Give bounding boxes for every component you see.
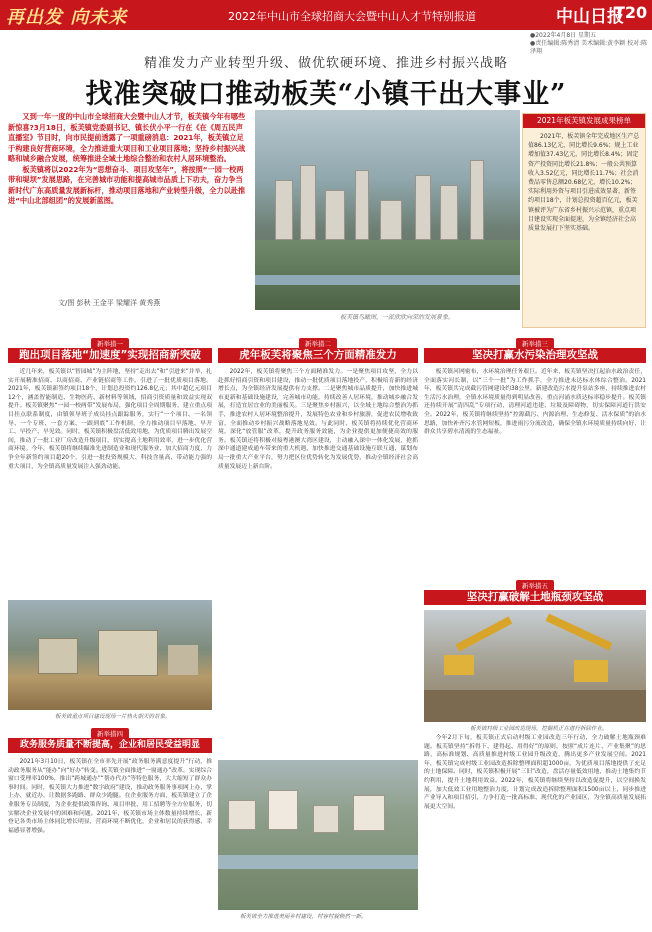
section-title: 坚决打赢破解土地瓶颈攻坚战 — [424, 590, 646, 605]
section-title: 虎年板芙将聚焦三个方面精准发力 — [218, 348, 418, 363]
section-tag: 新举措二 — [299, 338, 337, 349]
section-header — [8, 728, 212, 754]
section-body: 今年2月下旬，板芙镇正式启动村级工业园改造三年行动，全力破解土地瓶颈难题。板芙镇坚持“拆得下、建得起、用得好”的原则，按照“成片连片、产业集聚”的思路，高标准规划、高质量推进村级工业园升级改造，腾出更多产业发展空间。2021年，板芙镇完成村级工业园改造拆除整理面积超1000亩，为优质项目落地提供了充足的土地保障。同时，板芙镇积极开展“三旧”改造，盘活存量低效用地，推动土地集约节约利用，提升土地利用效益。2022年，板芙镇将继续坚持以改造促提升，以空间换发展，加大低效工业用地整治力度，计划完成改造拆除整理面积1500亩以上，同步推进产业导入和项目招引，力争打造一批高标准、现代化的产业园区，为全镇高质量发展拓展更大空间。 — [424, 735, 646, 810]
section-title: 跑出项目落地“加速度”实现招商新突破 — [8, 348, 212, 363]
photo-caption: 板芙镇全力推进美丽乡村建设，村容村貌焕然一新。 — [240, 914, 367, 920]
section-body: 板芙镇河网密布，水环境治理任务艰巨。近年来，板芙镇坚决扛起治水政治责任，全面落实河长制，以“三个一批”为工作抓手，全力推进未达标水体综合整治。2021年，板芙镇共完成截污管网建设约38公里，新建改造污水提升泵站多座，持续推进农村生活污水治理，全镇水环境质量得到明显改善，重点河涌水质达标率稳步提升。板芙镇还持续开展“清四乱”专项行动，清理河道违建、垃圾及障碍物，切实保障河道行洪安全。2022年，板芙镇将继续坚持“控源截污、内源治理、生态修复、活水保质”的治水思路，加快补齐污水管网短板，推进雨污分流改造，确保全镇水环境质量持续向好，让群众共享碧水清流的生态福祉。 — [424, 369, 646, 436]
results-sidebar — [522, 113, 646, 328]
hero-caption: 板芙镇鸟瞰图，一派欣欣向荣的发展景象。 — [340, 314, 455, 321]
paper-logo: 中山日报 — [556, 7, 624, 27]
editor-credits: ●责任编辑:陈秀清 美术编辑:黄李颖 校对:陈泽翔 — [530, 40, 648, 55]
section-tag: 新举措一 — [91, 338, 129, 349]
section-photo — [424, 610, 646, 722]
page-number: T20 — [614, 3, 648, 22]
article-title: 找准突破口推动板芙“小镇干出大事业” — [85, 79, 567, 110]
section-body: 2022年，板芙镇将聚焦三个方面精准发力。一是聚焦项目攻坚，全力以赴抓好招商引资和项目建设，推动一批优质项目落地投产，积极培育新的经济增长点，为全镇经济发展提供有力支撑。二是聚焦城市品质提升，加快推进城市更新和基础设施建设，完善城市功能，持续改善人居环境，推动城乡融合发展，打造宜居宜业的美丽板芙。三是聚焦乡村振兴，以全域土地综合整治为抓手，推进农村人居环境整治提升，发展特色农业和乡村旅游，促进农民增收致富，全面推动乡村振兴战略落地见效。与此同时，板芙镇将持续优化营商环境，深化“放管服”改革，提升政务服务效能，为企业提供更加便捷高效的服务。板芙镇还将积极对接粤港澳大湾区建设，主动融入深中一体化发展，抢抓深中通道建成通车带来的重大机遇，加快推进交通基础设施互联互通，谋划布局一批重大产业平台，努力把区位优势转化为发展优势，推动全镇经济社会高质量发展迈上新台阶。 — [218, 369, 418, 470]
sidebar-title: 2021年板芙镇发展成果榜单 — [523, 114, 645, 128]
section-header — [218, 338, 418, 364]
section-tag: 新举措四 — [91, 728, 129, 739]
article-kicker: 精准发力产业转型升级、做优软硬环境、推进乡村振兴战略 — [143, 56, 508, 71]
masthead-banner — [0, 0, 652, 30]
section-photo — [218, 760, 418, 910]
section-tag: 新举措五 — [516, 580, 554, 591]
section-header — [424, 338, 646, 364]
section-photo — [8, 600, 212, 710]
photo-caption: 板芙镇村级工业园改造现场，挖掘机正在进行拆除作业。 — [470, 726, 608, 732]
banner-headline: 2022年中山市全球招商大会暨中山人才节特别报道 — [228, 10, 476, 23]
byline: 文/图 彭秋 王金平 梁耀洋 黄秀燕 — [58, 299, 161, 307]
banner-slogan: 再出发 向未来 — [6, 7, 128, 28]
lead-paragraph: 又到一年一度的中山市全球招商大会暨中山人才节，板芙镇今年有哪些新惊喜?3月18日，板芙镇党委副书记、镇长伏小平一行在《在《周五民声直播室》节目时，向市民提前透露了一项重磅消息：2021年，板芙镇立足于构建良好营商环境，全力推进重大项目和工业项目落地；坚持乡村振兴战略和城乡融合发展，统筹推进全域土地综合整治和农村人居环境整治。 — [8, 112, 246, 163]
section-tag: 新举措三 — [516, 338, 554, 349]
section-header — [424, 580, 646, 606]
section-body: 2021年3月10日，板芙镇在全市率先开展“政务服务满意度提升”行动，推动政务服务从“能办”向“好办”转变。板芙镇全面推进“一窗通办”改革，实现综合窗口受理率100%，推出“跨城通办”“帮办代办”等特色服务，大大缩短了群众办事时间。同时，板芙镇大力推进“数字政府”建设，推动政务服务事项网上办、掌上办、就近办，让数据多跑路、群众少跑腿。在企业服务方面，板芙镇建立了企业服务专员制度，为企业提供政策咨询、项目审批、用工招聘等全方位服务，切实解决企业发展中的困难和问题。2021年，板芙镇市场主体数量持续增长，新登记各类市场主体同比增长明显，营商环境不断优化，企业和居民的获得感、幸福感显著增强。 — [8, 759, 212, 834]
section-title: 坚决打赢水污染治理攻坚战 — [424, 348, 646, 363]
sidebar-body: 2021年，板芙镇全年完成地区生产总值86.13亿元，同比增长9.6%；规上工业增加值37.43亿元，同比增长8.4%；固定资产投资同比增长21.8%；一般公共预算收入3.52亿元，同比增长11.7%；社会消费品零售总额20.68亿元，增长10.2%；实际利用外资与项目引进成效显著，新签约项目18个，计划总投资超百亿元，板芙镇被评为广东省乡村振兴示范镇，重点项目建设实现全面提速，为全镇经济社会高质量发展打下坚实基础。 — [528, 133, 640, 233]
photo-caption: 板芙镇重点项目建设现场一片热火朝天的景象。 — [55, 714, 171, 720]
lead-paragraph: 板芙镇将以2022年为“思想奋斗、项目攻坚年”，将按照“一园一校两带和堤坝”发展思路，在完善城市功能和提高城市品质上下功夫，奋力争当新时代广东高质量发展新标杆，推动项目落地和产业转型升级，全力以赴推进“中山北部组团”的发展新蓝图。 — [8, 164, 246, 205]
section-header — [8, 338, 212, 364]
hero-photo — [255, 110, 520, 310]
section-body: 近几年来，板芙镇以“智园城”为主阵地，坚持“走出去”和“引进来”并举，扎实开展精准招商、以商招商、产业链招商等工作，引进了一批优质项目落地。2021年，板芙镇新签约项目18个，计划总投资约126.8亿元；其中超亿元项目12个，涵盖智能制造、生物医药、新材料等领域，招商引资质量和效益实现双提升。板芙镇聚焦“一园一校两带”发展布局，强化项目全周期服务，建立重点项目挂点联系制度，由镇领导班子成员挂点跟踪服务，实行“一个项目、一名领导、一个专班、一套方案、一跟到底”工作机制，全力推动项目早落地、早开工、早投产、早见效。同时，板芙镇积极盘活低效用地，为优质项目腾出发展空间，推动了一批工业厂房改造升级项目，切实提高土地利用效率，进一步优化营商环境。今年，板芙镇将继续瞄准先进制造业和现代服务业，加大招商力度，力争全年新签约项目超20个，引进一批投资规模大、科技含量高、带动能力强的重大项目，为全镇高质量发展注入强劲动能。 — [8, 369, 212, 470]
section-title: 政务服务质量不断提高，企业和居民受益明显 — [8, 738, 212, 753]
issue-date: ●2022年4月8日 星期五 — [530, 32, 597, 39]
article-lead — [8, 112, 248, 312]
